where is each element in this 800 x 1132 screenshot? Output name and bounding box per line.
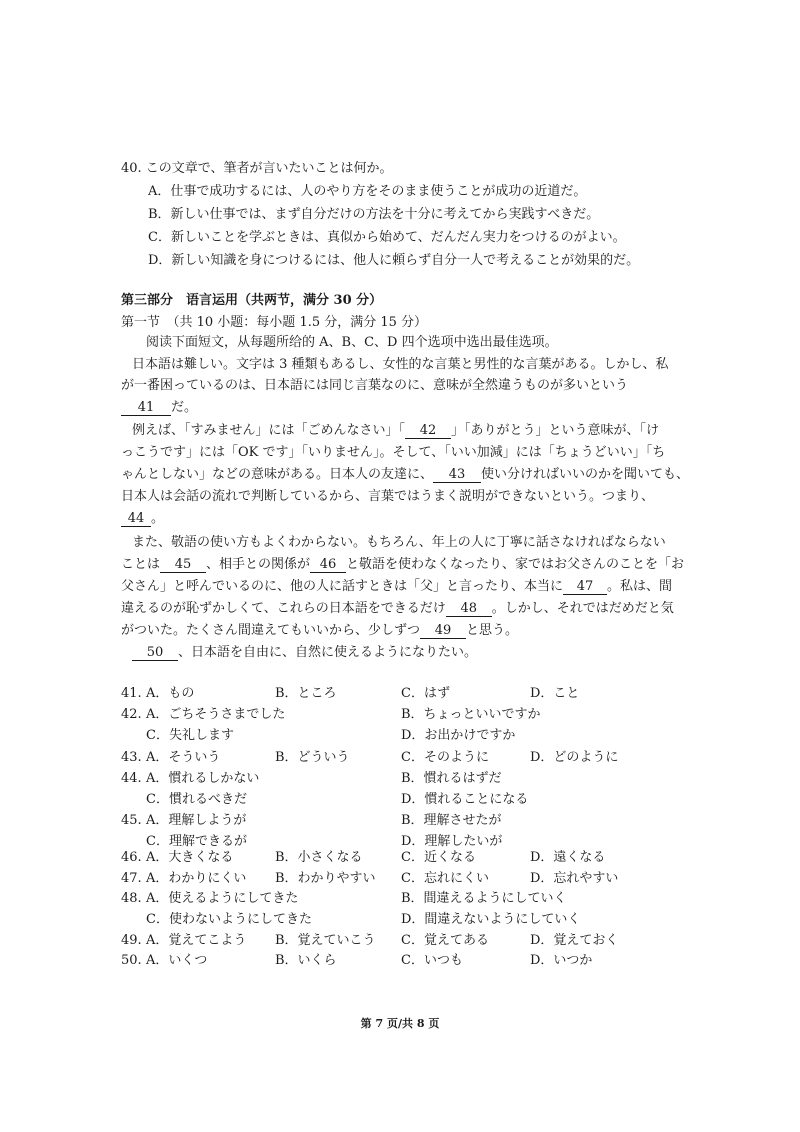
passage-line: また、敬語の使い方もよくわからない。もちろん、年上の人に丁寧に話さなければならない [132,535,666,550]
question-number-43: 43. [121,750,142,765]
q41-option-d: D．こと [530,686,580,701]
q40-option-d: D．新しい知識を身につけるには、他人に頼らず自分一人で考えることが効果的だ。 [148,253,640,268]
q47-option-c: C．忘れにくい [401,871,489,886]
q40-stem: 40. この文章で、筆者が言いたいことは何か。 [121,161,393,176]
q48-option-a: A．使えるようにしてきた [146,891,299,906]
q47-option-d: D．忘れやすい [530,871,619,886]
q50-option-b: B．いくら [275,953,337,968]
q40-option-a: A．仕事で成功するには、人のやり方をそのまま使うことが成功の近道だ。 [148,184,587,199]
passage-line: ことは 45 、相手との関係が 46 と敬語を使わなくなったり、家ではお父さんのことを「お [121,557,685,572]
q45-option-b: B．理解させたが [401,813,502,828]
blank-47: 47 [563,580,607,595]
section-subtitle: 第一节 （共 10 小题：每小题 1.5 分，满分 15 分） [121,315,428,330]
passage-line: 父さん」と呼んでいるのに、他の人に話すときは「父」と言ったり、本当に 47 。私は、間 [121,579,673,594]
q41-option-a: A．もの [146,686,195,701]
q46-option-d: D．遠くなる [530,850,606,865]
q42-option-c: C．失礼します [146,728,234,743]
blank-43: 43 [433,468,481,483]
passage-line: 日本人は会話の流れで判断しているから、言葉ではうまく説明ができないという。つまり、 [121,489,655,504]
q49-option-a: A．覚えてこよう [146,933,247,948]
blank-44: 44 [121,512,151,527]
q41-option-b: B．ところ [275,686,337,701]
q45-option-d: D．理解したいが [401,834,503,849]
q41-option-c: C．はず [401,686,450,701]
question-number-45: 45. [121,813,142,828]
section-instruction: 阅读下面短文，从每题所给的 A、B、C、D 四个选项中选出最佳选项。 [146,335,558,350]
question-number-47: 47. [121,871,142,886]
q46-option-c: C．近くなる [401,850,476,865]
blank-50: 50 [132,646,178,661]
question-number-44: 44. [121,771,142,786]
page-number: 第 7 页/共 8 页 [360,1017,440,1030]
q50-option-d: D．いつか [530,953,593,968]
blank-46: 46 [310,558,346,573]
question-number-48: 48. [121,891,142,906]
blank-45: 45 [160,558,206,573]
passage-line: ゃんとしない」などの意味がある。日本人の友達に、 43 使い分ければいいのかを聞いても、 [121,467,690,482]
q49-option-d: D．覚えておく [530,933,619,948]
q45-option-c: C．理解できるが [146,834,247,849]
q40-option-b: B．新しい仕事では、まず自分だけの方法を十分に考えてから実践すべきだ。 [148,207,600,222]
blank-42: 42 [405,424,451,439]
q43-option-a: A．そういう [146,750,221,765]
q50-option-c: C．いつも [401,953,463,968]
q43-option-d: D．どのように [530,750,619,765]
q42-option-d: D．お出かけですか [401,728,516,743]
passage-line: 44 。 [121,511,164,527]
q49-option-b: B．覚えていこう [275,933,376,948]
q43-option-c: C．そのように [401,750,489,765]
question-number-50: 50. [121,953,142,968]
passage-line: っこうです」には「OK です」「いりません」。そして、「いい加減」には「ちょうどいい」「ち [121,445,666,460]
blank-48: 48 [446,602,492,617]
q47-option-a: A．わかりにくい [146,871,247,886]
blank-49: 49 [420,624,466,639]
q49-option-c: C．覚えてある [401,933,489,948]
q44-option-d: D．慣れることになる [401,792,529,807]
passage-line: が一番困っているのは、日本語には同じ言葉なのに、意味が全然違うものが多いという [121,378,629,393]
q48-option-d: D．間違えないようにしていく [401,912,581,927]
q47-option-b: B．わかりやすい [275,871,376,886]
blank-41: 41 [121,401,171,416]
q46-option-a: A．大きくなる [146,850,234,865]
passage-line: がついた。たくさん間違えてもいいから、少しずつ 49 と思う。 [121,623,519,638]
passage-line: 50 、日本語を自由に、自然に使えるようになりたい。 [132,645,477,661]
q48-option-b: B．間違えるようにしていく [401,891,567,906]
q48-option-c: C．使わないようにしてきた [146,912,312,927]
q44-option-a: A．慣れるしかない [146,771,260,786]
question-number-42: 42. [121,707,142,722]
q50-option-a: A．いくつ [146,953,208,968]
q45-option-a: A．理解しようが [146,813,247,828]
q46-option-b: B．小さくなる [275,850,363,865]
q43-option-b: B．どういう [275,750,350,765]
q40-option-c: C．新しいことを学ぶときは、真似から始めて、だんだん実力をつけるのがよい。 [148,230,626,245]
q44-option-b: B．慣れるはずだ [401,771,502,786]
q44-option-c: C．慣れるべきだ [146,792,247,807]
section-title: 第三部分 语言运用（共两节，满分 30 分） [121,293,383,308]
question-number-46: 46. [121,850,142,865]
q42-option-a: A．ごちそうさまでした [146,707,286,722]
q42-option-b: B．ちょっといいですか [401,707,541,722]
passage-line: 41 だ。 [121,400,197,416]
passage-line: 違えるのが恥ずかしくて、これらの日本語をできるだけ 48 。しかし、それではだめだと気 [121,601,674,616]
question-number-41: 41. [121,686,142,701]
passage-line: 日本語は難しい。文字は 3 種類もあるし、女性的な言葉と男性的な言葉がある。しかし、私 [132,357,669,372]
passage-line: 例えば、「すみません」には「ごめんなさい」「 42 」「ありがとう」という意味が、「け [132,423,660,438]
question-number-49: 49. [121,933,142,948]
